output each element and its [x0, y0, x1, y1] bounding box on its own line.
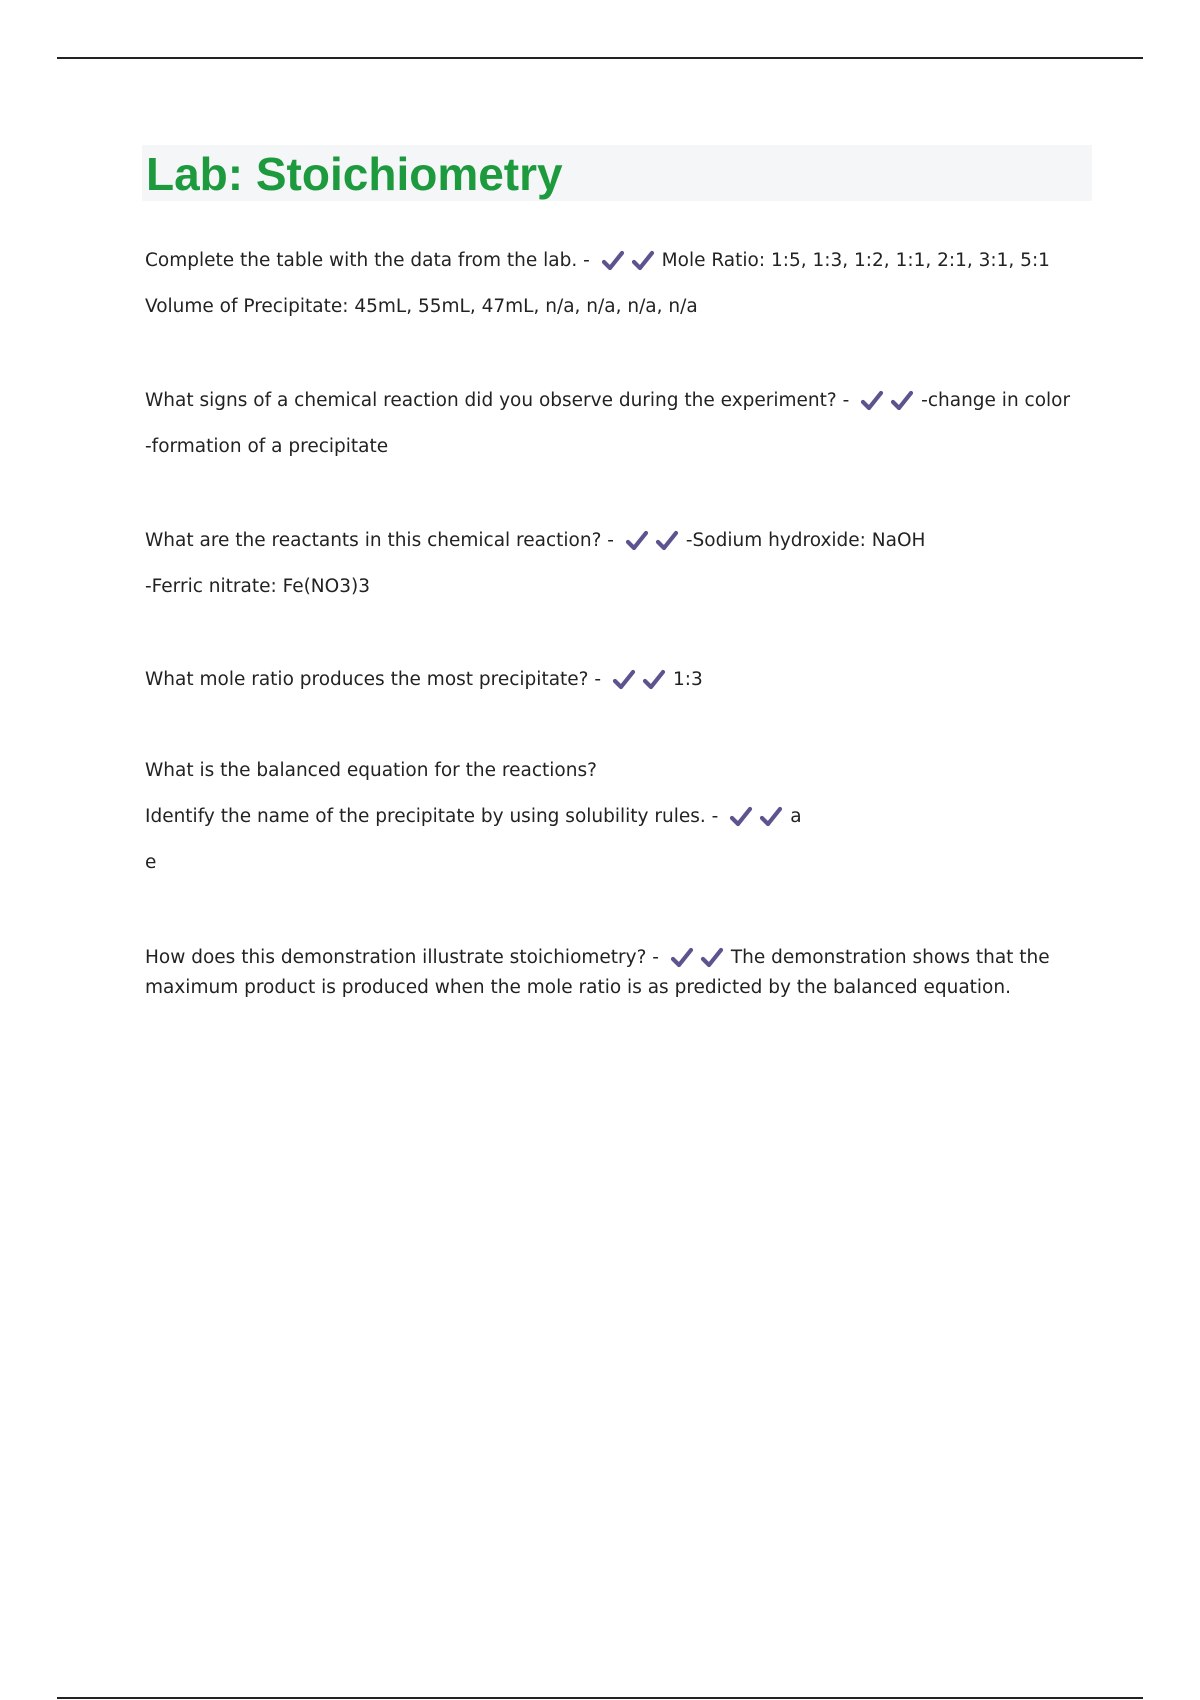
check-mark-icon — [600, 249, 626, 273]
qa-line — [145, 657, 1075, 703]
answer-text: Mole Ratio: 1:5, 1:3, 1:2, 1:1, 2:1, 3:1, 5:1 — [661, 250, 1050, 271]
answer-checks — [728, 805, 788, 829]
check-mark-icon — [641, 668, 667, 692]
answer-checks — [859, 389, 919, 413]
question-text: What signs of a chemical reaction did you observe during the experiment? - — [145, 390, 850, 411]
question-text: How does this demonstration illustrate stoichiometry? - — [145, 947, 659, 968]
qa-line — [145, 794, 1075, 840]
check-mark-icon — [630, 249, 656, 273]
qa-line — [145, 518, 1075, 564]
page-title: Lab: Stoichiometry — [146, 148, 563, 200]
answer-text: The demonstration shows that the maximum product is produced when the mole ratio is as predicted by the balanced equation. — [145, 947, 1050, 998]
check-mark-icon — [859, 389, 885, 413]
qa-block-demonstration — [145, 943, 1075, 998]
check-mark-icon — [624, 529, 650, 553]
top-rule — [57, 57, 1143, 59]
question-text: What mole ratio produces the most precipitate? - — [145, 669, 602, 690]
question-text: Identify the name of the precipitate by using solubility rules. - — [145, 806, 719, 827]
answer-continuation: -Ferric nitrate: Fe(NO3)3 — [145, 576, 370, 597]
answer-text: -Sodium hydroxide: NaOH — [685, 530, 926, 551]
answer-text: a — [790, 806, 802, 827]
answer-continuation: -formation of a precipitate — [145, 436, 389, 457]
answer-continuation: e — [145, 852, 157, 873]
check-mark-icon — [728, 805, 754, 829]
intro-text: What is the balanced equation for the reactions? — [145, 760, 597, 781]
qa-line — [145, 238, 1075, 284]
check-mark-icon — [611, 668, 637, 692]
answer-checks — [669, 946, 729, 970]
answer-continuation: Volume of Precipitate: 45mL, 55mL, 47mL, n/a, n/a, n/a, n/a — [145, 296, 698, 317]
answer-checks — [611, 668, 671, 692]
check-mark-icon — [889, 389, 915, 413]
check-mark-icon — [758, 805, 784, 829]
question-text: Complete the table with the data from the lab. - — [145, 250, 590, 271]
check-mark-icon — [699, 946, 725, 970]
answer-checks — [624, 529, 684, 553]
check-mark-icon — [654, 529, 680, 553]
bottom-rule — [57, 1697, 1143, 1699]
answer-text: 1:3 — [672, 669, 703, 690]
qa-block-table-data — [145, 238, 1075, 330]
qa-block-mole-ratio — [145, 657, 1075, 703]
qa-block-signs — [145, 378, 1075, 470]
qa-block-reactants — [145, 518, 1075, 610]
check-mark-icon — [669, 946, 695, 970]
answer-text: -change in color — [921, 390, 1071, 411]
qa-block-precipitate-name — [145, 748, 1075, 886]
qa-line — [145, 378, 1075, 424]
answer-checks — [600, 249, 660, 273]
question-text: What are the reactants in this chemical reaction? - — [145, 530, 614, 551]
qa-line — [145, 943, 1075, 998]
